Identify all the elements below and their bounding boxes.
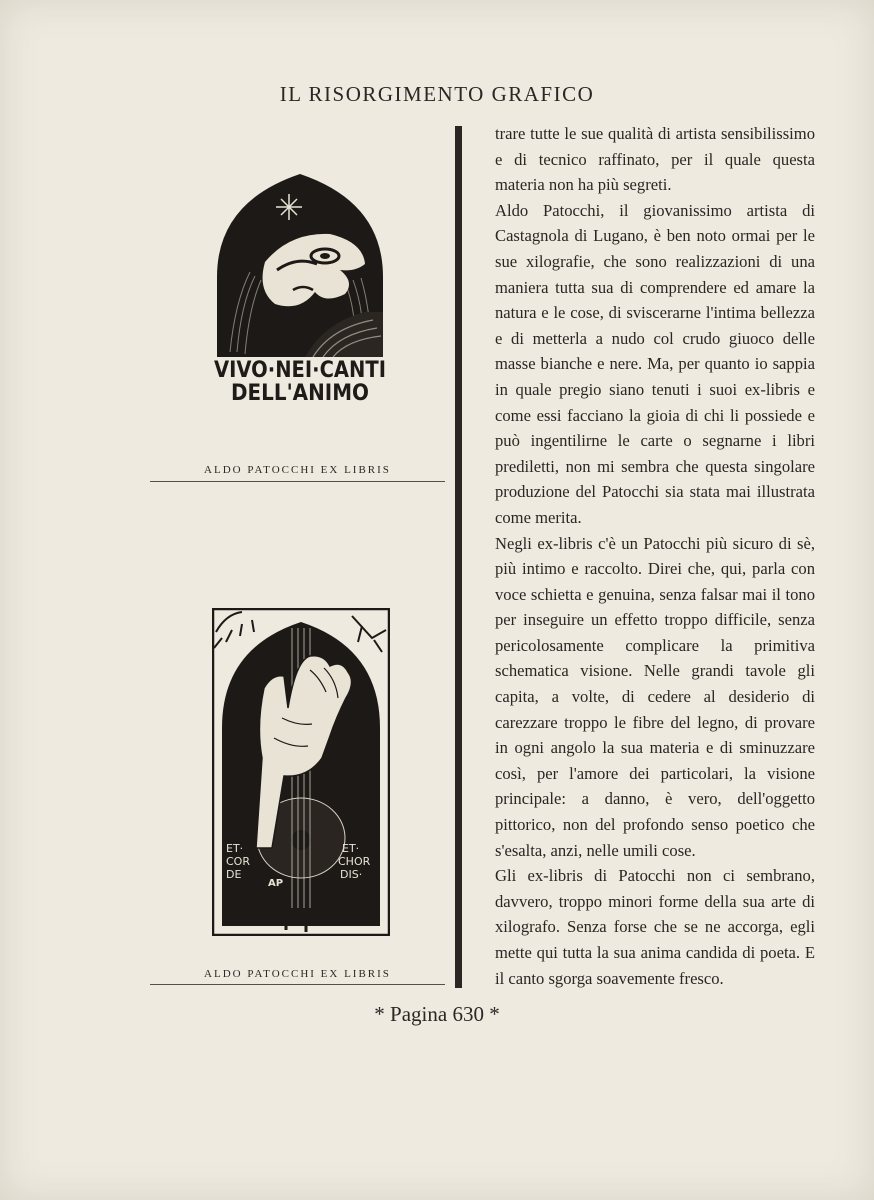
plate2-right-line2: CHOR xyxy=(338,855,371,868)
plate1-inscription-line2: DELL'ANIMO xyxy=(231,381,369,406)
plate2-left-line3: DE xyxy=(226,868,242,881)
running-header: IL RISORGIMENTO GRAFICO xyxy=(279,82,595,106)
plate2-left-line2: COR xyxy=(226,855,250,868)
plate2-caption-rule xyxy=(150,984,445,985)
column-divider-rule xyxy=(455,126,462,988)
plate2-caption: ALDO PATOCCHI EX LIBRIS xyxy=(204,968,391,980)
page-number: * Pagina 630 * xyxy=(374,1002,500,1026)
body-text-column xyxy=(495,121,815,991)
body-paragraph: Gli ex-libris di Patocchi non ci sembrano, davvero, troppo minori forme della sua arte di xilografo. Senza forse che se ne accorga, egli mette qui tutta la sua anima candida di poeta. E il canto sgorga soavemente fresco. xyxy=(495,866,815,988)
body-paragraph: trare tutte le sue qualità di artista sensibilissimo e di tecnico raffinato, per il quale questa materia non ha più segreti. xyxy=(495,124,815,195)
plate2-right-line1: ET· xyxy=(342,842,360,855)
exlibris-plate-vivo xyxy=(205,172,395,407)
plate2-right-line3: DIS· xyxy=(340,868,363,881)
plate1-inscription-line1: VIVO·NEI·CANTI xyxy=(214,358,386,383)
body-paragraph: Aldo Patocchi, il giovanissimo artista di Castagnola di Lugano, è ben noto ormai per le sue xilografie, che sono realizzazioni di una maniera tutta sua di comprendere ed amare la natura e le cose, di sviscerarne l'intima bellezza e di metterla a nudo col crudo giuoco delle masse bianche e nere. Ma, per quanto io sappia in quale pregio siano tenuti i suoi ex-libris e come essi facciano la gioia di chi li possiede e può ingentilirne le carte o segnarne i libri prediletti, non mi sembra che questa singolare produzione del Patocchi sia stata mai illustrata come merita. xyxy=(495,200,815,527)
body-paragraph: Negli ex-libris c'è un Patocchi più sicuro di sè, più intimo e raccolto. Direi che, qui, parla con voce schietta e genuina, senza falsar mai il tono per inseguire un effetto troppo difficile, senza pericolosamente complicare la primitiva schematica visione. Nelle grandi tavole gli capita, a volte, di cedere al desiderio di carezzare troppo le fibre del legno, di provare in ogni angolo la sua materia e di sminuzzare così, per l'amore dei particolari, la visione principale: a danno, è vero, dell'oggetto pittorico, non del profondo senso poetico che s'esalta, anzi, nelle umili cose. xyxy=(495,533,815,860)
plate1-caption-rule xyxy=(150,481,445,482)
plate2-left-line1: ET· xyxy=(226,842,244,855)
exlibris-plate-et-corde xyxy=(212,608,390,936)
plate2-monogram: AP xyxy=(268,878,284,889)
plate1-caption: ALDO PATOCCHI EX LIBRIS xyxy=(204,464,391,476)
